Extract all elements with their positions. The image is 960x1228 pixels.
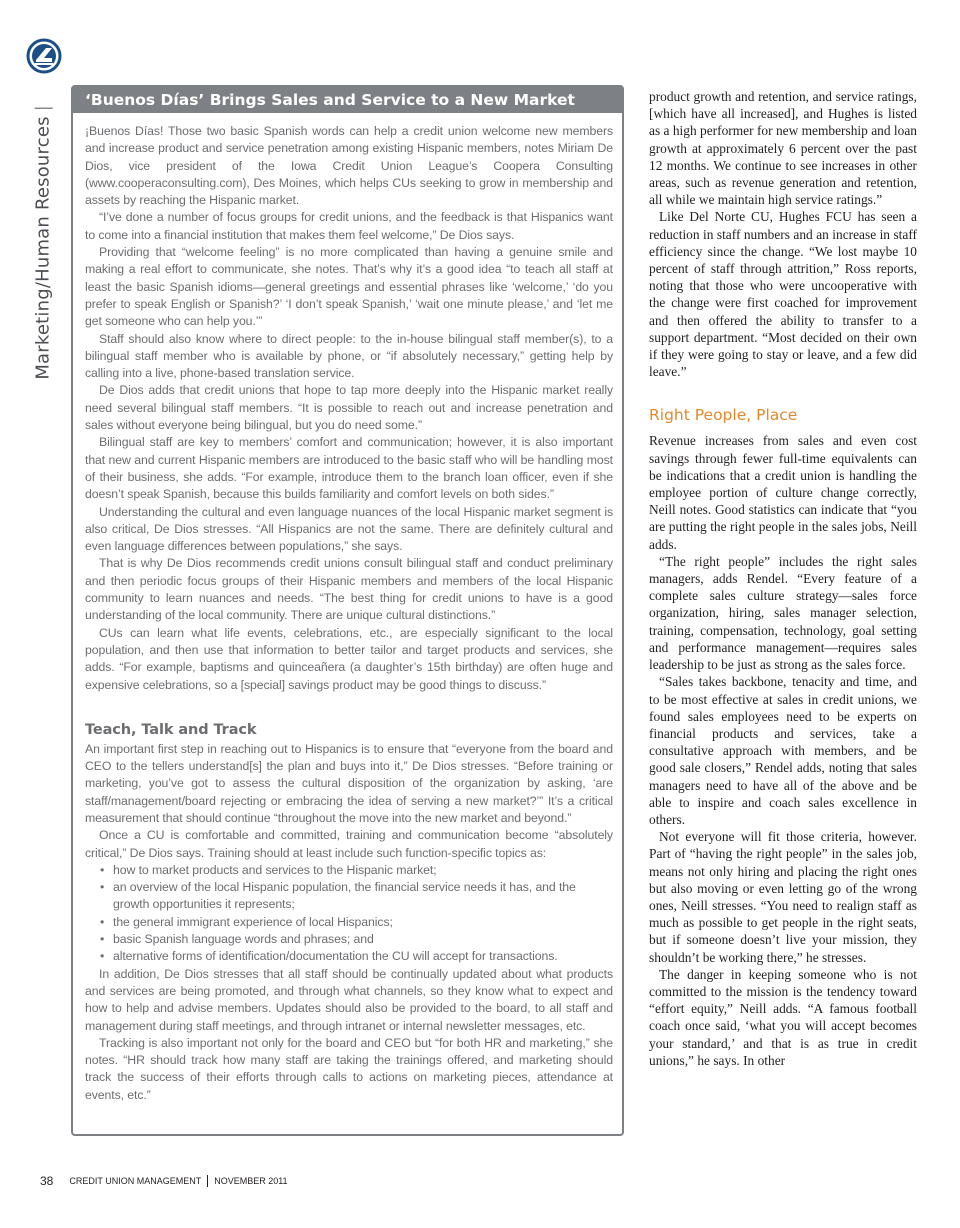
sidebar-paragraph: In addition, De Dios stresses that all staff should be continually updated about what products and services are being promoted, and through what channels, so they know what to expect and how to help and advise members. Updates should also be provided to the board, to all staff and management during staff meetings, and through intranet or internal newsletter messages, etc. [85,966,613,1033]
sidebar-title: ‘Buenos Días’ Brings Sales and Service to a New Market [73,87,622,113]
body-paragraph: product growth and retention, and service ratings, [which have all increased], and Hughes is listed as a high performer for new membership and loan growth at approximately 6 percent over the past 12 months. We continue to see increases in other areas, such as revenue generation and retention, all while we maintain high service ratings.” [649,89,917,208]
sidebar-paragraph: Staff should also know where to direct people: to the in-house bilingual staff member(s), to a bilingual staff member who is available by phone, or “if absolutely necessary,” getting help by calling into a live, phone-based translation service. [85,331,613,381]
section-heading: Right People, Place [649,406,798,425]
sidebar-paragraph: An important first step in reaching out to Hispanics is to ensure that “everyone from the board and CEO to the tellers understand[s] the plan and buys into it,” De Dios stresses. “Before training or marketing, you’ve got to assess the cultural disposition of the organization by asking, ‘are staff/management/board rejecting or embracing the idea of serving a new market?’” It’s a critical measurement that should continue “throughout the move into the new market and beyond.” [85,741,613,825]
body-paragraph: Revenue increases from sales and even cost savings through fewer full-time equivalents can be indications that a credit union is handling the employee portion of culture change correctly, Neill notes. Good statistics can indicate that “you are putting the right people in the sales jobs, Neill adds. [649,433,917,552]
section-label [28,98,58,388]
page-footer [40,1174,288,1188]
bullet-item: • the general immigrant experience of local Hispanics; [85,914,613,931]
page-number: 38 [40,1174,54,1188]
body-paragraph: Not everyone will fit those criteria, however. Part of “having the right people” in the sales job, means not only hiring and placing the right ones but also moving or even letting go of the wrong ones, Neill stresses. “You need to realign staff as much as possible to get people in the right seats, but if someone doesn’t live your mission, they shouldn’t be working there,” he stresses. [649,829,917,965]
sidebar-bullet-list [85,862,613,966]
bullet-item: • how to market products and services to the Hispanic market; [85,862,613,879]
sidebar-paragraph: Bilingual staff are key to members’ comfort and communication; however, it is also important that new and current Hispanic members are introduced to the basic staff who will be handling most of their business, she adds. “For example, introduce them to the branch loan officer, even if she doesn’t speak Spanish, because this builds familiarity and comfort levels on both sides.” [85,435,613,502]
issue-date: NOVEMBER 2011 [214,1176,288,1186]
sidebar-paragraph: “I’ve done a number of focus groups for credit unions, and the feedback is that Hispanics want to come into a financial institution that makes them feel welcome,” De Dios says. [85,210,613,242]
sidebar-paragraph: Tracking is also important not only for the board and CEO but “for both HR and marketing,” she notes. “HR should track how many staff are taking the trainings offered, and marketing should track the success of their efforts through calls to actions on marketing pieces, attendance at events, etc.” [85,1035,613,1102]
publication-name: CREDIT UNION MANAGEMENT [69,1176,202,1186]
main-column [649,88,917,1069]
section-label-text: Marketing/Human Resources [32,115,54,380]
section-label-divider [35,107,53,108]
sidebar-paragraph: Providing that “welcome feeling” is no more complicated than having a genuine smile and making a real effort to communicate, she notes. That’s why it’s a good idea “to teach all staff at least the basic Spanish idioms—general greetings and essential phrases like ‘welcome,’ ‘do you prefer to speak English or Spanish?’ ‘I don’t speak Spanish,’ ‘wait one minute please,’ and ‘let me get someone who can help you.’” [85,245,613,329]
footer-divider [207,1175,208,1187]
sidebar-paragraph: De Dios adds that credit unions that hope to tap more deeply into the Hispanic market really need several bilingual staff members. “It is possible to reach out and increase penetration and sales without everyone being bilingual, but you do need some.” [85,383,613,433]
cu-management-logo-icon [26,38,62,74]
body-paragraph: Like Del Norte CU, Hughes FCU has seen a reduction in staff numbers and an increase in staff efficiency since the change. “We lost maybe 10 percent of staff through attrition,” Ross reports, noting that those who were uncooperative with the change were first coached for improvement and then offered the ability to transfer to a support department. “Most decided on their own if they were going to stay or leave, and a few did leave.” [649,209,917,380]
sidebar-paragraph: Once a CU is comfortable and committed, training and communication become “absolutely critical,” De Dios says. Training should at least include such function-specific topics as: [85,828,613,860]
bullet-item: • basic Spanish language words and phrases; and [85,931,613,948]
sidebar-paragraph: Understanding the cultural and even language nuances of the local Hispanic market segment is also critical, De Dios stresses. “All Hispanics are not the same. There are definitely cultural and even language differences between populations,” she says. [85,504,613,554]
sidebar-body [85,123,613,1104]
sidebar-subhead: Teach, Talk and Track [85,721,257,738]
body-paragraph: The danger in keeping someone who is not committed to the mission is the tendency toward “effort equity,” Neill adds. “A famous football coach once said, ‘what you will accept becomes your standard,’ and that is as true in credit unions,” he says. In other [649,966,917,1068]
bullet-item: • an overview of the local Hispanic population, the financial service needs it has, and the growth opportunities it represents; [85,879,613,914]
sidebar-paragraph: ¡Buenos Días! Those two basic Spanish words can help a credit union welcome new members and increase product and service penetration among existing Hispanic members, notes Miriam De Dios, vice president of the Iowa Credit Union League’s Coopera Consulting (www.cooperaconsulting.com), Des Moines, which helps CUs seeking to grow in membership and assets by reaching the Hispanic market. [85,124,613,208]
sidebar-box [71,85,624,1136]
bullet-item: • alternative forms of identification/documentation the CU will accept for transactions. [85,948,613,965]
body-paragraph: “Sales takes backbone, tenacity and time, and to be most effective at sales in credit unions, we found sales employees need to be experts on financial products and services, take a consultative approach with members, and be good sale closers,” Rendel adds, noting that sales managers need to have all of the above and be able to inspire and coach sales excellence in others. [649,674,917,827]
sidebar-paragraph: That is why De Dios recommends credit unions consult bilingual staff and conduct preliminary and then periodic focus groups of their Hispanic members and members of the local Hispanic community to learn nuances and needs. “The best thing for credit unions to have is a good understanding of the local community. There are unique cultural distinctions.” [85,556,613,623]
sidebar-paragraph: CUs can learn what life events, celebrations, etc., are especially significant to the local population, and then use that information to better tailor and target products and services, she adds. “For example, baptisms and quinceañera (a daughter’s 15th birthday) are often huge and expensive celebrations, so a [special] savings product may be good things to discuss.” [85,625,613,692]
body-paragraph: “The right people” includes the right sales managers, adds Rendel. “Every feature of a complete sales culture strategy—sales force organization, hiring, sales manager selection, training, compensation, technology, goal setting and performance management—requires sales leadership to be just as strong as the sales force. [649,553,917,673]
